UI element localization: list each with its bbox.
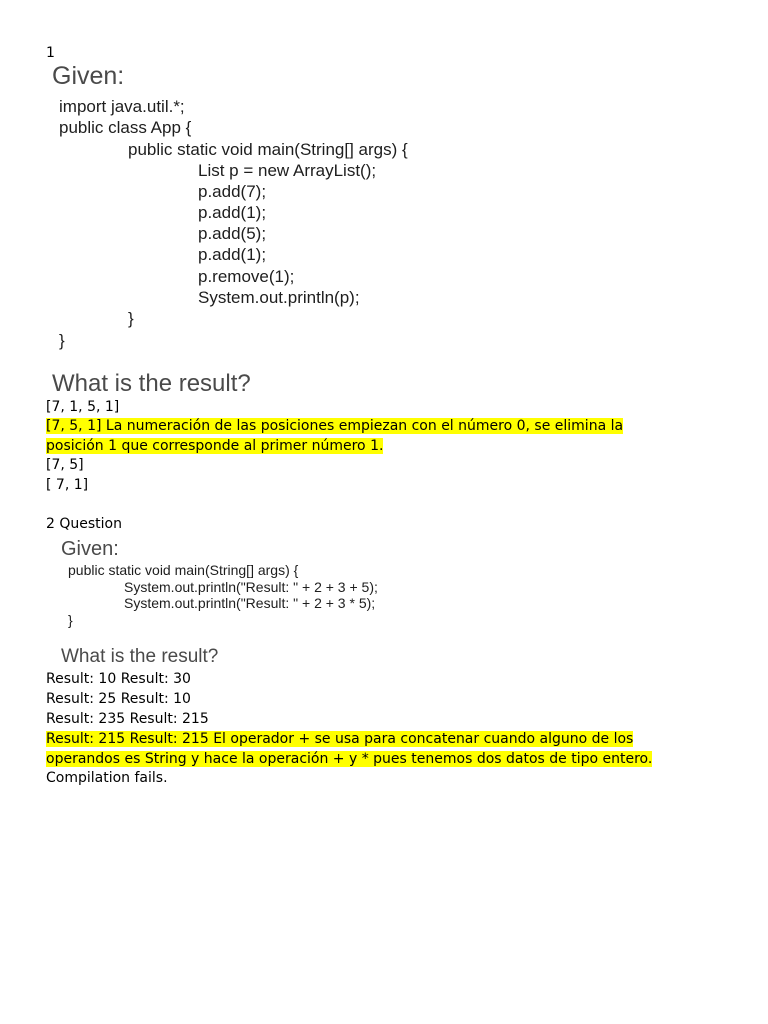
q1-code-line: p.add(1); <box>198 203 267 222</box>
q2-code-line: System.out.println("Result: " + 2 + 3 + 5); <box>124 579 378 595</box>
q1-code-line: List p = new ArrayList(); <box>198 161 377 180</box>
q1-code-line: } <box>59 331 65 350</box>
question-2-code-image <box>60 538 440 670</box>
q2-option: Result: 10 Result: 30 <box>46 671 191 687</box>
q2-option: Result: 235 Result: 215 <box>46 711 209 727</box>
q1-option-answer <box>46 416 623 436</box>
q2-option-answer <box>46 729 633 749</box>
q1-code-line: p.add(5); <box>198 224 267 243</box>
question-1-code-image <box>50 62 470 402</box>
question-1-number: 1 <box>46 45 55 61</box>
q1-code-line: p.add(1); <box>198 245 267 264</box>
q2-given-heading: Given: <box>61 538 119 560</box>
q2-prompt: What is the result? <box>61 646 219 667</box>
q1-code-line: System.out.println(p); <box>198 288 360 307</box>
q1-code-line: public static void main(String[] args) { <box>128 140 408 159</box>
highlight: operandos es String y hace la operación + y * pues tenemos dos datos de tipo entero. <box>46 751 653 767</box>
q2-option: Compilation fails. <box>46 770 168 786</box>
q1-code-line: public class App { <box>59 118 192 137</box>
q1-option-answer-cont <box>46 436 383 456</box>
highlight: Result: 215 Result: 215 El operador + se usa para concatenar cuando alguno de los <box>46 731 634 747</box>
q2-code-line: public static void main(String[] args) { <box>68 562 299 578</box>
q1-given-heading: Given: <box>52 62 125 90</box>
q1-code-line: p.add(7); <box>198 182 267 201</box>
q1-code-line: } <box>128 309 134 328</box>
q1-option: [7, 5] <box>46 457 84 473</box>
q1-option: [ 7, 1] <box>46 477 89 493</box>
q2-option: Result: 25 Result: 10 <box>46 691 191 707</box>
highlight: posición 1 que corresponde al primer número 1. <box>46 438 384 454</box>
q2-option-answer-cont <box>46 749 652 769</box>
q2-code-line: } <box>68 612 73 628</box>
q1-option: [7, 1, 5, 1] <box>46 399 120 415</box>
q1-code-line: p.remove(1); <box>198 267 295 286</box>
highlight: [7, 5, 1] La numeración de las posiciones empiezan con el número 0, se elimina la <box>46 418 624 434</box>
q1-code-line: import java.util.*; <box>59 97 185 116</box>
q2-code-line: System.out.println("Result: " + 2 + 3 * 5); <box>124 595 376 611</box>
q1-prompt: What is the result? <box>52 370 251 397</box>
question-2-number: 2 Question <box>46 516 122 532</box>
